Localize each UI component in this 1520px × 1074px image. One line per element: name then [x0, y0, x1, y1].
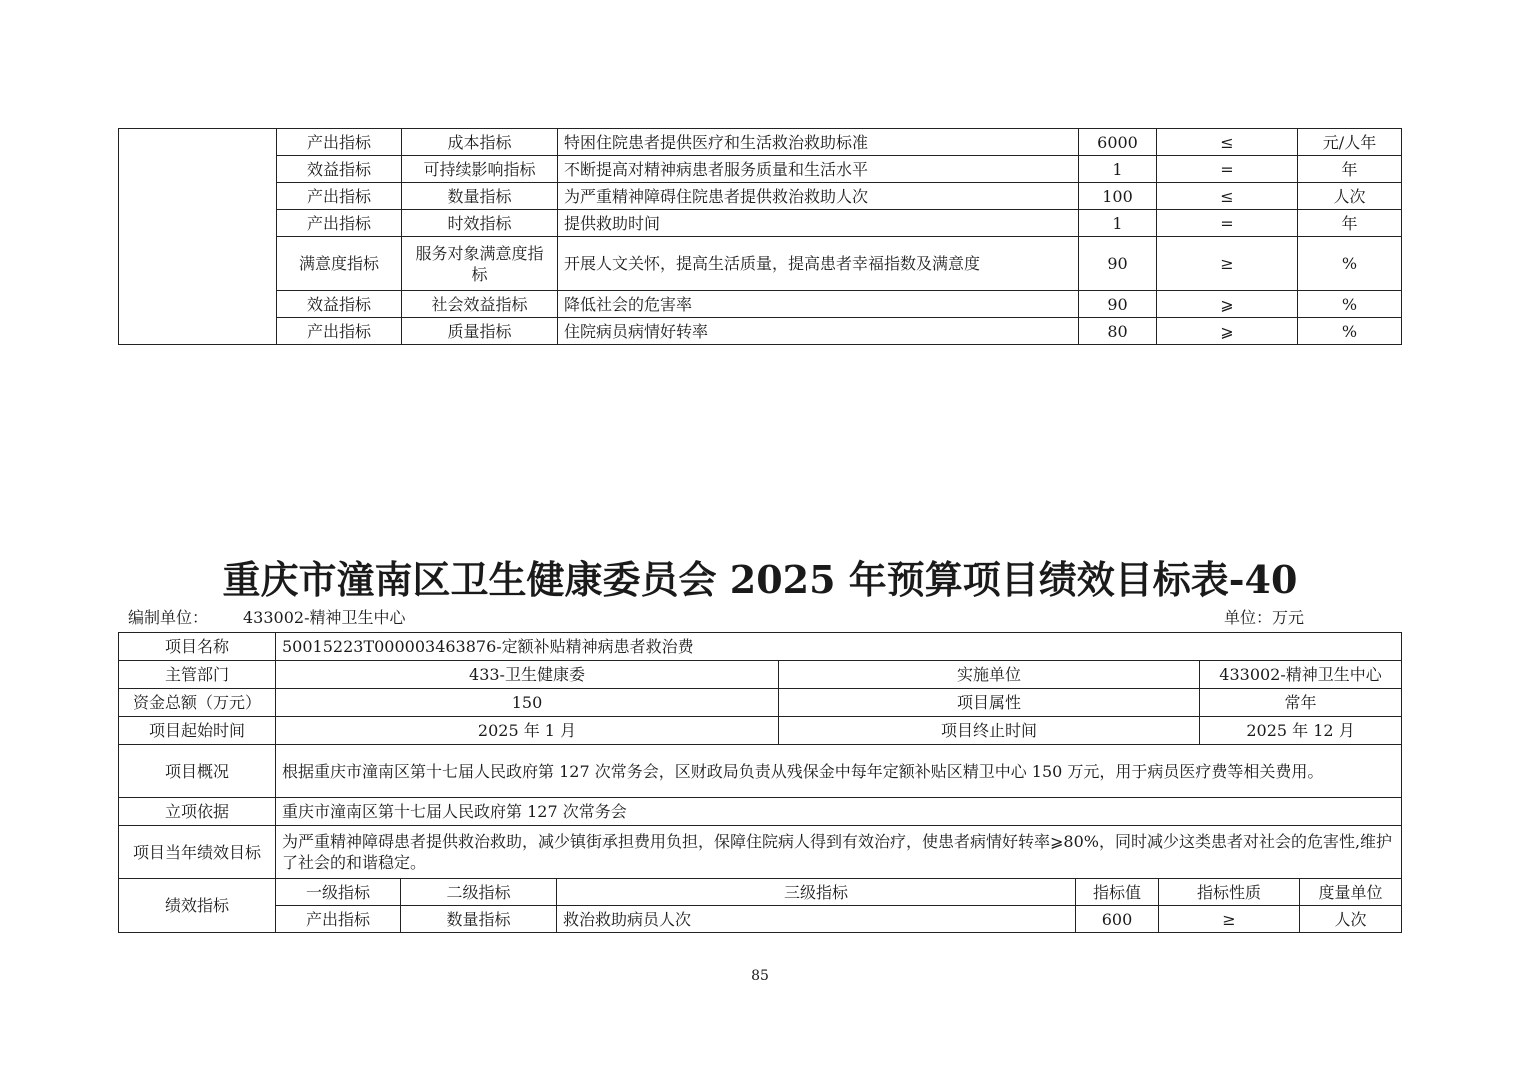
table-row: [119, 717, 1402, 745]
level1-cell: 产出指标: [277, 210, 402, 237]
table-row: [119, 745, 1402, 798]
indicator-table-continued: [118, 128, 1402, 345]
table-row: [119, 906, 1402, 933]
level3-cell: 开展人文关怀，提高生活质量，提高患者幸福指数及满意度: [558, 237, 1079, 291]
level1-cell: 效益指标: [277, 291, 402, 318]
goal-value: 为严重精神障碍患者提供救治救助，减少镇街承担费用负担，保障住院病人得到有效治疗，使患者病情好转率⩾80%，同时减少这类患者对社会的危害性,维护了社会的和谐稳定。: [276, 826, 1402, 879]
column-header: 指标值: [1076, 879, 1159, 906]
unit-cell: %: [1298, 318, 1402, 345]
level2-cell: 时效指标: [402, 210, 558, 237]
value-cell: 90: [1079, 291, 1157, 318]
level2-cell: 数量指标: [401, 906, 557, 933]
value-cell: 90: [1079, 237, 1157, 291]
unit-cell: %: [1298, 291, 1402, 318]
table-row: [119, 210, 1402, 237]
column-header: 三级指标: [557, 879, 1076, 906]
overview-value: 根据重庆市潼南区第十七届人民政府第 127 次常务会，区财政局负责从残保金中每年定额补贴区精卫中心 150 万元，用于病员医疗费等相关费用。: [276, 745, 1402, 798]
value-cell: 1: [1079, 210, 1157, 237]
level3-cell: 住院病员病情好转率: [558, 318, 1079, 345]
level2-cell: 成本指标: [402, 129, 558, 156]
table-row: [119, 633, 1402, 661]
impl-value: 433002-精神卫生中心: [1200, 661, 1402, 689]
table-row: [119, 129, 1402, 156]
level3-cell: 为严重精神障碍住院患者提供救治救助人次: [558, 183, 1079, 210]
dept-value: 433-卫生健康委: [276, 661, 779, 689]
level3-cell: 特困住院患者提供医疗和生活救治救助标准: [558, 129, 1079, 156]
nature-cell: ≤: [1157, 129, 1298, 156]
level1-cell: 产出指标: [277, 318, 402, 345]
value-cell: 80: [1079, 318, 1157, 345]
level1-cell: 效益指标: [277, 156, 402, 183]
table-row: [119, 798, 1402, 826]
level1-cell: 产出指标: [277, 129, 402, 156]
table-row: [119, 689, 1402, 717]
level3-cell: 救治救助病员人次: [557, 906, 1076, 933]
nature-cell: =: [1157, 156, 1298, 183]
compile-unit-label: 编制单位：: [128, 608, 209, 627]
unit-cell: %: [1298, 237, 1402, 291]
table-row: [119, 237, 1402, 291]
fund-label: 资金总额（万元）: [119, 689, 276, 717]
nature-cell: ⩾: [1157, 291, 1298, 318]
level2-cell: 可持续影响指标: [402, 156, 558, 183]
value-cell: 6000: [1079, 129, 1157, 156]
column-header: 二级指标: [401, 879, 557, 906]
level3-cell: 降低社会的危害率: [558, 291, 1079, 318]
document-title: 重庆市潼南区卫生健康委员会 2025 年预算项目绩效目标表-40: [222, 557, 1298, 602]
unit-cell: 年: [1298, 210, 1402, 237]
value-cell: 100: [1079, 183, 1157, 210]
level2-cell: 社会效益指标: [402, 291, 558, 318]
goal-label: 项目当年绩效目标: [119, 826, 276, 879]
level3-cell: 不断提高对精神病患者服务质量和生活水平: [558, 156, 1079, 183]
dept-label: 主管部门: [119, 661, 276, 689]
table-row: [119, 291, 1402, 318]
level1-cell: 满意度指标: [277, 237, 402, 291]
nature-cell: ≤: [1157, 183, 1298, 210]
level1-cell: 产出指标: [276, 906, 401, 933]
level1-cell: 产出指标: [277, 183, 402, 210]
column-header: 度量单位: [1300, 879, 1402, 906]
table-header-row: [119, 879, 1402, 906]
nature-cell: ≥: [1157, 237, 1298, 291]
table-row: [119, 826, 1402, 879]
currency-unit: 单位：万元: [1224, 608, 1305, 627]
attr-value: 常年: [1200, 689, 1402, 717]
start-label: 项目起始时间: [119, 717, 276, 745]
merged-empty-cell: [119, 129, 277, 345]
project-performance-table: [118, 632, 1402, 933]
level3-cell: 提供救助时间: [558, 210, 1079, 237]
project-name-label: 项目名称: [119, 633, 276, 661]
page-number: 85: [751, 968, 769, 984]
compile-unit-value: 433002-精神卫生中心: [243, 608, 406, 627]
column-header: 一级指标: [276, 879, 401, 906]
project-name-value: 50015223T000003463876-定额补贴精神病患者救治费: [276, 633, 1402, 661]
end-value: 2025 年 12 月: [1200, 717, 1402, 745]
indicators-label: 绩效指标: [119, 879, 276, 933]
basis-label: 立项依据: [119, 798, 276, 826]
level2-cell: 服务对象满意度指标: [402, 237, 558, 291]
value-cell: 600: [1076, 906, 1159, 933]
level2-cell: 数量指标: [402, 183, 558, 210]
level2-cell: 质量指标: [402, 318, 558, 345]
unit-cell: 人次: [1298, 183, 1402, 210]
start-value: 2025 年 1 月: [276, 717, 779, 745]
nature-cell: =: [1157, 210, 1298, 237]
unit-cell: 年: [1298, 156, 1402, 183]
column-header: 指标性质: [1159, 879, 1300, 906]
nature-cell: ⩾: [1157, 318, 1298, 345]
nature-cell: ≥: [1159, 906, 1300, 933]
fund-value: 150: [276, 689, 779, 717]
table-row: [119, 661, 1402, 689]
overview-label: 项目概况: [119, 745, 276, 798]
table-row: [119, 318, 1402, 345]
table-row: [119, 183, 1402, 210]
end-label: 项目终止时间: [779, 717, 1200, 745]
unit-cell: 元/人年: [1298, 129, 1402, 156]
table-row: [119, 156, 1402, 183]
impl-label: 实施单位: [779, 661, 1200, 689]
value-cell: 1: [1079, 156, 1157, 183]
basis-value: 重庆市潼南区第十七届人民政府第 127 次常务会: [276, 798, 1402, 826]
unit-cell: 人次: [1300, 906, 1402, 933]
attr-label: 项目属性: [779, 689, 1200, 717]
